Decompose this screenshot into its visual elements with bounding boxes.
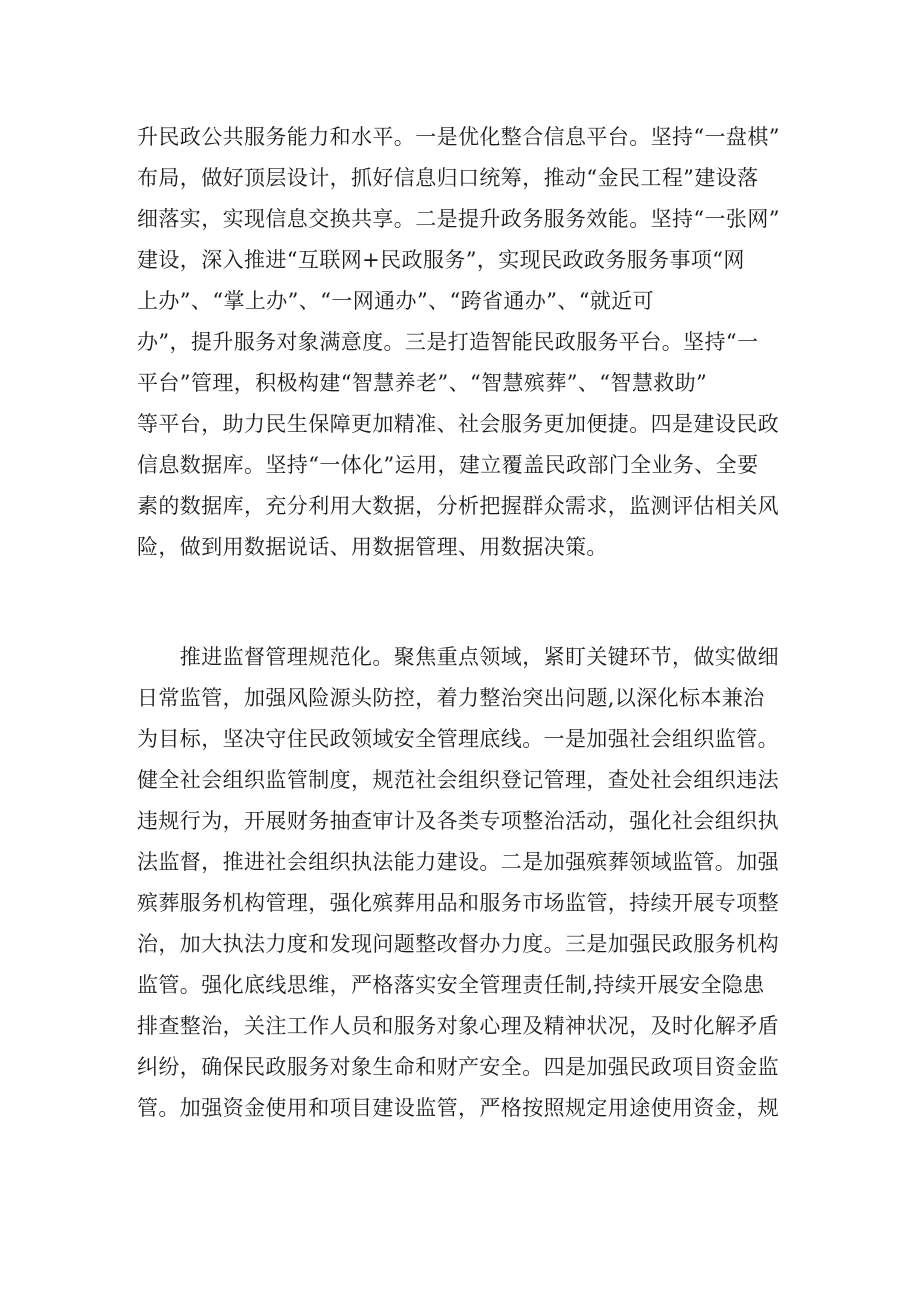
text-line: 升民政公共服务能力和水平。一是优化整合信息平台。坚持“一盘棋” bbox=[137, 125, 780, 149]
text-line: 法监督，推进社会组织执法能力建设。二是加强殡葬领域监管。加强 bbox=[137, 850, 779, 874]
text-line: 素的数据库，充分利用大数据，分析把握群众需求，监测评估相关风 bbox=[137, 494, 779, 518]
text-line: 推进监督管理规范化。聚焦重点领域，紧盯关键环节，做实做细 bbox=[137, 645, 779, 669]
paragraph-2 bbox=[137, 637, 797, 1129]
text-line: 等平台，助力民生保障更加精准、社会服务更加便捷。四是建设民政 bbox=[137, 412, 779, 436]
text-line: 监管。强化底线思维，严格落实安全管理责任制,持续开展安全隐患 bbox=[137, 973, 765, 997]
text-line: 纠纷，确保民政服务对象生命和财产安全。四是加强民政项目资金监 bbox=[137, 1055, 779, 1079]
text-line: 殡葬服务机构管理，强化殡葬用品和服务市场监管，持续开展专项整 bbox=[137, 891, 779, 915]
text-line: 险，做到用数据说话、用数据管理、用数据决策。 bbox=[137, 535, 608, 559]
text-line: 违规行为，开展财务抽查审计及各类专项整治活动，强化社会组织执 bbox=[137, 809, 779, 833]
text-line: 建设，深入推进“互联网+民政服务”，实现民政政务服务事项“网 bbox=[137, 248, 745, 272]
text-line: 办”，提升服务对象满意度。三是打造智能民政服务平台。坚持“一 bbox=[137, 330, 759, 354]
text-line: 平台”管理，积极构建“智慧养老”、“智慧殡葬”、“智慧救助” bbox=[137, 371, 708, 395]
text-line: 日常监管，加强风险源头防控，着力整治突出问题,以深化标本兼治 bbox=[137, 686, 765, 710]
text-line: 上办”、“掌上办”、“一网通办”、“跨省通办”、“就近可 bbox=[137, 289, 655, 313]
text-line: 细落实，实现信息交换共享。二是提升政务服务效能。坚持“一张网” bbox=[137, 207, 780, 231]
text-line: 布局，做好顶层设计，抓好信息归口统筹，推动“金民工程”建设落 bbox=[137, 166, 759, 190]
text-line: 治，加大执法力度和发现问题整改督办力度。三是加强民政服务机构 bbox=[137, 932, 779, 956]
paragraph-1 bbox=[137, 117, 797, 568]
text-line: 信息数据库。坚持“一体化”运用，建立覆盖民政部门全业务、全要 bbox=[137, 453, 759, 477]
text-line: 管。加强资金使用和项目建设监管，严格按照规定用途使用资金，规 bbox=[137, 1096, 779, 1120]
text-line: 为目标，坚决守住民政领域安全管理底线。一是加强社会组织监管。 bbox=[137, 727, 779, 751]
text-line: 健全社会组织监管制度，规范社会组织登记管理，查处社会组织违法 bbox=[137, 768, 779, 792]
text-line: 排查整治，关注工作人员和服务对象心理及精神状况，及时化解矛盾 bbox=[137, 1014, 779, 1038]
